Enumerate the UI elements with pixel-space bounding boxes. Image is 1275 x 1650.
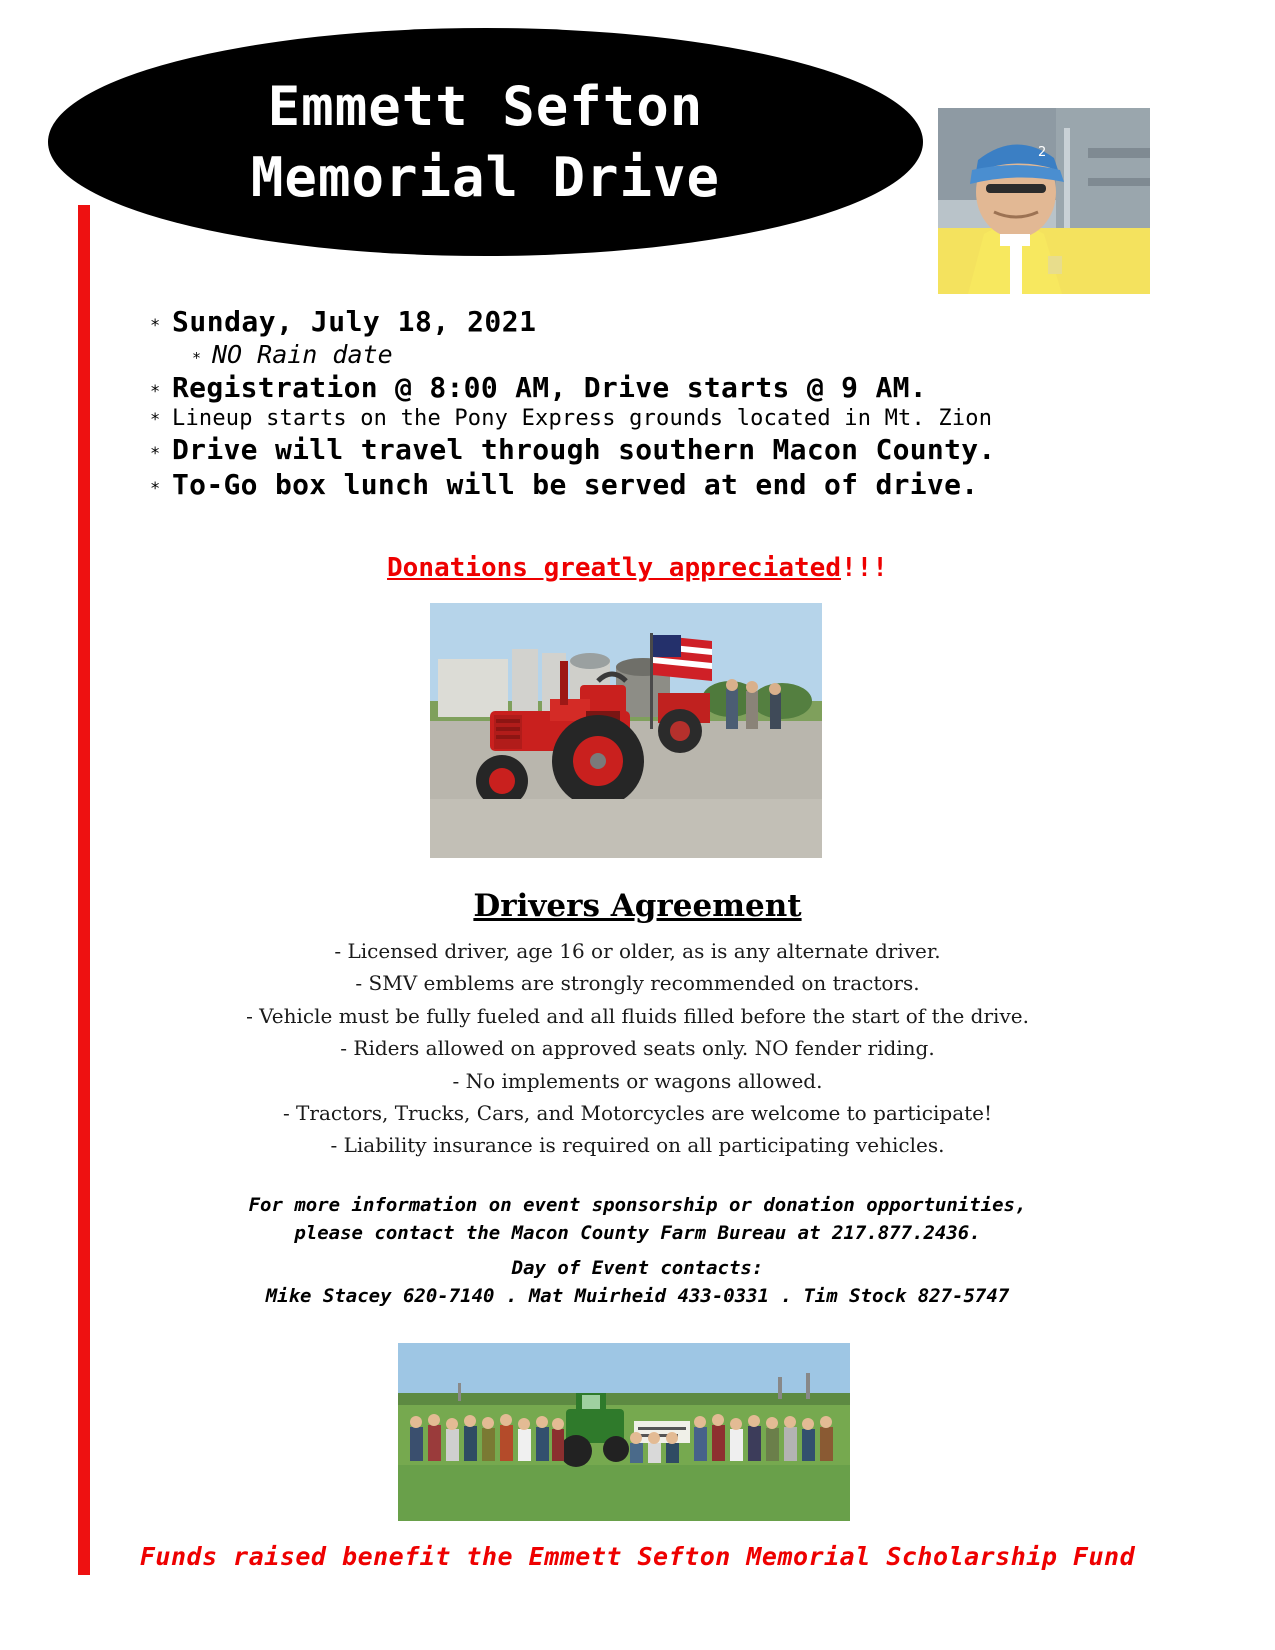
list-item-registration bbox=[150, 371, 1150, 404]
bullet-asterisk-icon: * bbox=[192, 349, 202, 367]
list-item-route bbox=[150, 433, 1150, 466]
bullet-asterisk-icon: * bbox=[150, 479, 161, 499]
list-item-date bbox=[150, 305, 1150, 338]
group-photo bbox=[398, 1343, 850, 1521]
tractor-image bbox=[430, 603, 822, 858]
contact-line-2: please contact the Macon County Farm Bureau at 217.877.2436. bbox=[294, 1221, 981, 1244]
bullet-asterisk-icon: * bbox=[150, 382, 161, 402]
spacer bbox=[0, 1247, 1275, 1255]
agreement-item: - SMV emblems are strongly recommended on tractors. bbox=[355, 971, 920, 996]
group-image bbox=[398, 1343, 850, 1521]
donations-exclamation: !!! bbox=[840, 553, 888, 583]
list-item-lineup bbox=[150, 406, 1150, 431]
agreement-item: - Liability insurance is required on all participating vehicles. bbox=[330, 1133, 945, 1158]
agreement-item: - No implements or wagons allowed. bbox=[452, 1068, 823, 1093]
route-text: Drive will travel through southern Macon County. bbox=[172, 433, 996, 466]
agreement-item: - Riders allowed on approved seats only. NO fender riding. bbox=[340, 1036, 935, 1061]
rain-date-text: NO Rain date bbox=[212, 340, 393, 369]
page-title-line-2: Memorial Drive bbox=[250, 146, 721, 209]
contact-line-3: Day of Event contacts: bbox=[511, 1257, 764, 1280]
agreement-item: - Vehicle must be fully fueled and all fluids filled before the start of the drive. bbox=[246, 1003, 1029, 1028]
tractor-photo bbox=[430, 603, 822, 858]
lunch-text: To-Go box lunch will be served at end of drive. bbox=[172, 468, 979, 501]
bullet-asterisk-icon: * bbox=[150, 410, 161, 430]
page-title-line-1: Emmett Sefton bbox=[267, 74, 704, 138]
svg-text:2: 2 bbox=[1038, 145, 1047, 160]
drivers-agreement-heading bbox=[0, 888, 1275, 924]
footer-note: Funds raised benefit the Emmett Sefton Memorial Scholarship Fund bbox=[139, 1542, 1136, 1571]
list-item-rain-date bbox=[192, 340, 1150, 369]
portrait-image bbox=[938, 108, 1150, 294]
portrait-photo bbox=[938, 108, 1150, 294]
registration-text: Registration @ 8:00 AM, Drive starts @ 9 AM. bbox=[172, 371, 927, 404]
agreement-item: - Tractors, Trucks, Cars, and Motorcycles are welcome to participate! bbox=[282, 1100, 993, 1125]
donations-underlined-text: Donations greatly appreciated bbox=[387, 553, 841, 583]
drivers-agreement-list bbox=[0, 935, 1275, 1162]
contact-line-4: Mike Stacey 620-7140 . Mat Muirheid 433-0331 . Tim Stock 827-5747 bbox=[265, 1284, 1010, 1307]
contact-information bbox=[0, 1192, 1275, 1310]
bullet-asterisk-icon: * bbox=[150, 444, 161, 464]
list-item-lunch bbox=[150, 468, 1150, 501]
bullet-asterisk-icon: * bbox=[150, 316, 161, 336]
event-date-text: Sunday, July 18, 2021 bbox=[172, 305, 537, 338]
lineup-text: Lineup starts on the Pony Express grounds located in Mt. Zion bbox=[172, 406, 993, 431]
event-details-list bbox=[150, 305, 1150, 503]
title-banner bbox=[48, 28, 923, 256]
agreement-item: - Licensed driver, age 16 or older, as is any alternate driver. bbox=[334, 939, 941, 963]
donations-callout bbox=[0, 553, 1275, 583]
contact-line-1: For more information on event sponsorship or donation opportunities, bbox=[248, 1194, 1027, 1216]
drivers-agreement-title-text: Drivers Agreement bbox=[473, 888, 802, 924]
